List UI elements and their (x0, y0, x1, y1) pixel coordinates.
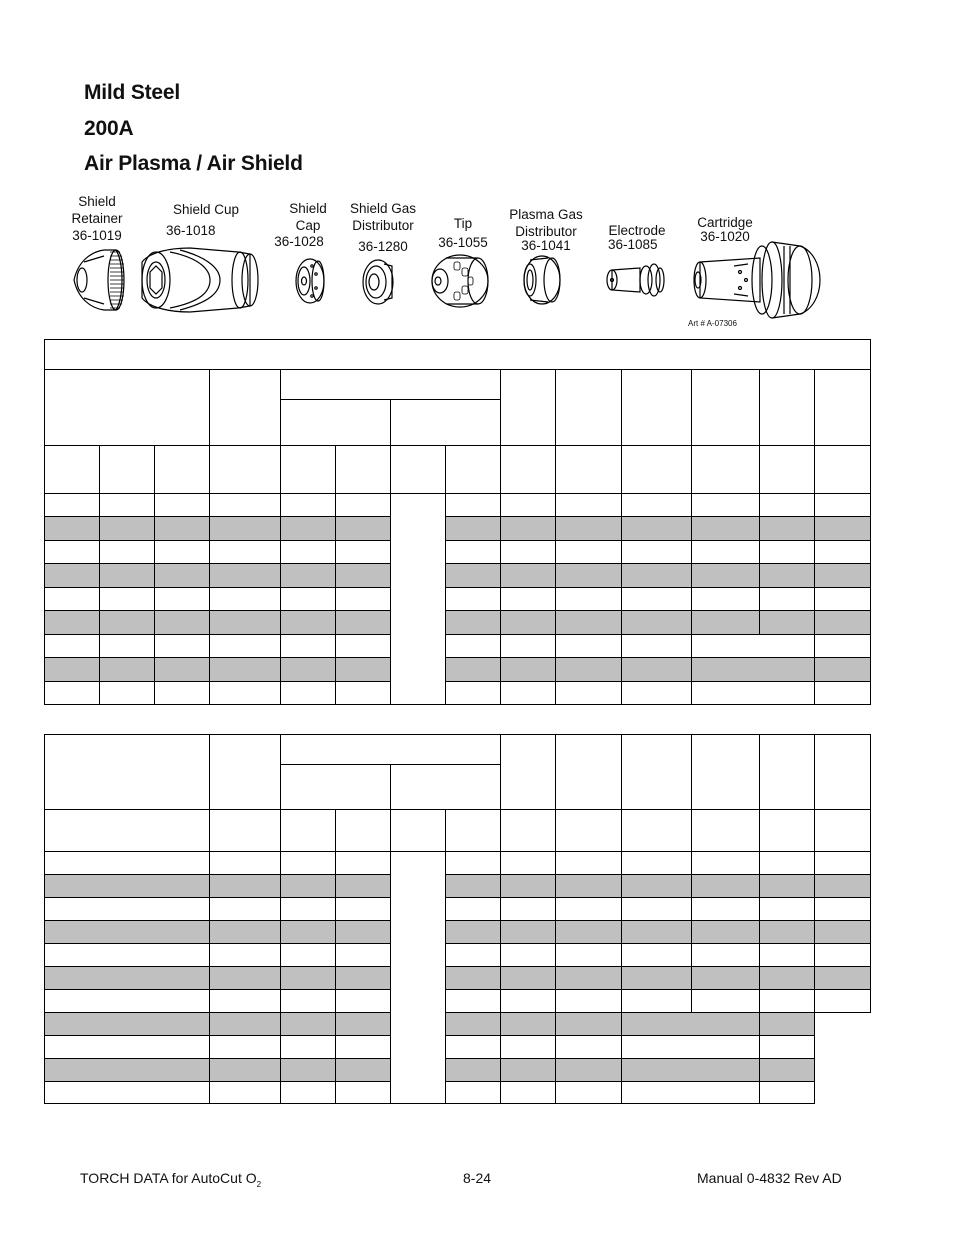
cut-chart-table-2 (44, 734, 871, 1104)
part-name: Retainer (71, 211, 123, 226)
part-name: Cartridge (697, 215, 753, 230)
footer-manual-number: Manual 0-4832 Rev AD (697, 1170, 842, 1186)
part-name: Cap (295, 218, 321, 233)
shield-cup-icon (142, 248, 258, 312)
material-heading: Mild Steel (84, 81, 181, 104)
footer-title-subscript: 2 (256, 1179, 262, 1189)
table-row (45, 944, 871, 967)
part-number: 36-1041 (521, 238, 571, 253)
art-number: Art # A-07306 (688, 319, 737, 328)
plasma-gas-distributor-icon (524, 256, 560, 304)
part-name: Shield (289, 201, 327, 216)
part-number: 36-1085 (608, 237, 658, 252)
table-row (45, 635, 871, 658)
table-row (45, 682, 871, 705)
part-name: Shield (78, 194, 116, 209)
part-label-shield-cup (166, 202, 246, 238)
table-row (45, 1036, 871, 1059)
shield-retainer-icon (74, 250, 124, 310)
part-name: Distributor (515, 224, 577, 239)
part-number: 36-1020 (700, 229, 750, 244)
tip-icon (432, 255, 488, 307)
footer-page-number: 8-24 (463, 1170, 492, 1186)
table-row (45, 875, 871, 898)
table-row (45, 658, 871, 682)
table-row (45, 990, 871, 1013)
table-row (45, 564, 871, 588)
part-number: 36-1018 (166, 223, 216, 238)
part-number: 36-1028 (274, 234, 324, 249)
part-name: Electrode (608, 223, 666, 238)
table-header-row (45, 370, 871, 400)
gas-heading: Air Plasma / Air Shield (84, 152, 303, 175)
table-row (45, 898, 871, 921)
part-name: Tip (453, 216, 473, 231)
table-row (45, 541, 871, 564)
table-row (45, 852, 871, 875)
footer-title (80, 1170, 261, 1189)
shield-cap-icon (296, 259, 324, 303)
table-row (45, 588, 871, 611)
cut-chart-table-1 (44, 339, 871, 705)
table-row (45, 494, 871, 517)
table-title-row (45, 340, 871, 370)
part-number: 36-1055 (438, 235, 488, 250)
part-name: Distributor (352, 218, 414, 233)
table-row (45, 1082, 871, 1104)
table-row (45, 921, 871, 944)
part-number: 36-1019 (72, 228, 122, 243)
part-label-shield-retainer (62, 194, 132, 243)
part-number: 36-1280 (358, 239, 408, 254)
table-row (45, 1059, 871, 1082)
amperage-heading: 200A (84, 117, 134, 140)
footer-title-text: TORCH DATA for AutoCut O (80, 1170, 257, 1186)
shield-gas-distributor-icon (363, 260, 393, 304)
table-row (45, 517, 871, 541)
table-row (45, 611, 871, 635)
cartridge-icon (694, 242, 820, 318)
table-header-row (45, 735, 871, 765)
table-header-row (45, 810, 871, 852)
electrode-icon (607, 264, 664, 296)
part-name: Shield Cup (172, 202, 240, 217)
part-name: Shield Gas (349, 201, 417, 216)
table-row (45, 1013, 871, 1036)
torch-parts-illustration (0, 240, 954, 330)
table-header-row (45, 446, 871, 494)
part-name: Plasma Gas (509, 207, 583, 222)
table-row (45, 967, 871, 990)
